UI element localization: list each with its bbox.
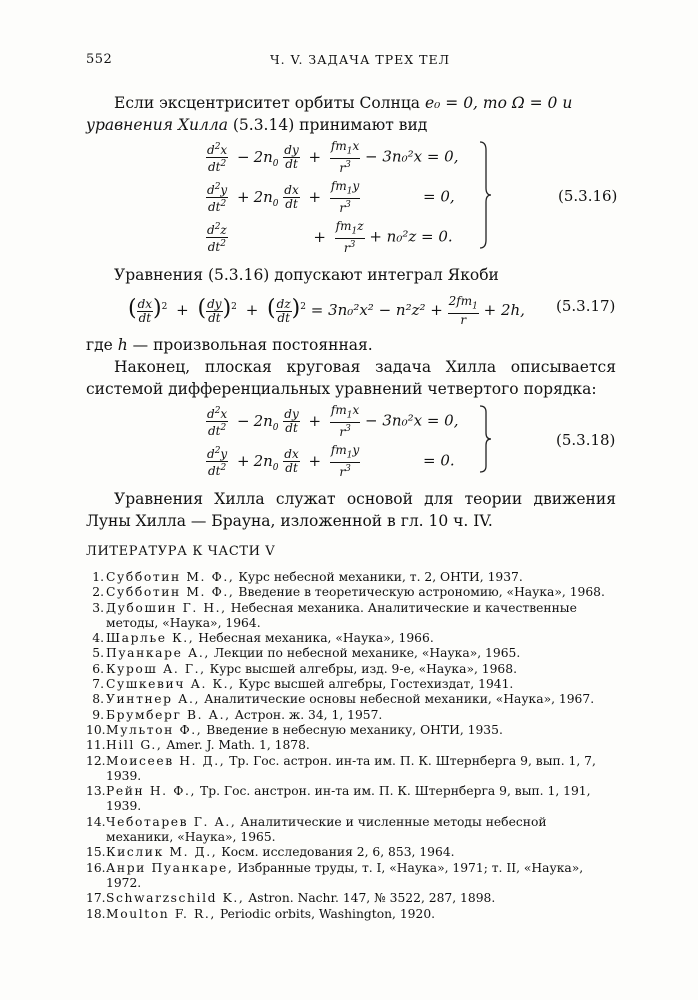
reference-title: Amer. J. Math. 1, 1878. xyxy=(166,738,310,753)
reference-number: 9. xyxy=(92,707,104,722)
reference-title: Астрон. ж. 34, 1, 1957. xyxy=(234,707,383,722)
reference-author: Моисеев Н. Д., xyxy=(106,753,226,768)
reference-item xyxy=(86,585,616,600)
reference-number: 8. xyxy=(92,692,104,707)
reference-title: Astron. Nachr. 147, № 3522, 287, 1898. xyxy=(248,891,496,906)
reference-item xyxy=(86,907,616,922)
reference-author: Кислик М. Д., xyxy=(106,845,218,860)
equation-row: ( $\frac{dx}{dt}$ )$^2$ + ( $\frac{dy}{dt}$ )$^2$ + ( $\frac{dz}{dt}$ )$^2$ = 3n₀²x² − n²z² + $\frac{2fm_1}{r}$ + 2h, xyxy=(128,293,525,328)
reference-item xyxy=(86,601,616,632)
reference-title: Аналитические и численные методы небесной механики, «Наука», 1965. xyxy=(106,814,547,845)
reference-item xyxy=(86,723,616,738)
reference-number: 4. xyxy=(92,631,104,646)
reference-author: Субботин М. Ф., xyxy=(106,570,235,584)
reference-author: Анри Пуанкаре, xyxy=(106,860,234,875)
equation-row: $\frac{d^2y}{dt^2}$ + $2n_0$ $\frac{dx}{dt}$ + $\frac{fm_1y}{r^3}$ = 0, xyxy=(207,179,455,216)
reference-item xyxy=(86,570,616,585)
reference-author: Чеботарев Г. А., xyxy=(106,814,237,829)
equation-number: (5.3.16) xyxy=(558,187,618,205)
reference-author: Пуанкаре А., xyxy=(106,646,210,661)
equation-number: (5.3.17) xyxy=(556,297,616,315)
reference-number: 1. xyxy=(92,570,104,584)
reference-item xyxy=(86,861,616,892)
right-brace-icon xyxy=(478,404,492,474)
reference-author: Сушкевич А. К., xyxy=(106,677,235,692)
paragraph-hill-intro: Если эксцентриситет орбиты Солнца e₀ = 0, то Ω = 0 и уравнения Хилла (5.3.14) принимают вид xyxy=(86,94,573,134)
reference-author: Субботин М. Ф., xyxy=(106,585,235,600)
reference-item xyxy=(86,738,616,753)
reference-title: Тр. Гос. астрон. ин-та им. П. К. Штернберга 9, вып. 1, 7, 1939. xyxy=(106,753,596,783)
reference-list xyxy=(86,570,616,922)
reference-item xyxy=(86,677,616,692)
reference-author: Moulton F. R., xyxy=(106,906,216,921)
reference-title: Косм. исследования 2, 6, 853, 1964. xyxy=(221,845,455,860)
reference-number: 13. xyxy=(86,784,106,799)
reference-author: Уинтнер А., xyxy=(106,692,201,707)
reference-number: 14. xyxy=(86,814,106,829)
reference-title: Небесная механика. Аналитические и качественные методы, «Наука», 1964. xyxy=(106,600,577,630)
reference-item xyxy=(86,662,616,677)
reference-item xyxy=(86,891,616,906)
reference-author: Рейн Н. Ф., xyxy=(106,784,197,799)
reference-number: 11. xyxy=(86,738,106,753)
reference-number: 16. xyxy=(86,860,106,875)
reference-title: Курс небесной механики, т. 2, ОНТИ, 1937. xyxy=(238,570,523,584)
reference-item xyxy=(86,631,616,646)
reference-title: Лекции по небесной механике, «Наука», 1965. xyxy=(213,646,521,661)
equation-row: $\frac{d^2x}{dt^2}$ − $2n_0$ $\frac{dy}{dt}$ + $\frac{fm_1x}{r^3}$ − 3n₀²x = 0, xyxy=(207,403,459,440)
reference-number: 10. xyxy=(86,722,106,737)
right-brace-icon xyxy=(478,140,492,250)
equation-row: $\frac{d^2y}{dt^2}$ + $2n_0$ $\frac{dx}{dt}$ + $\frac{fm_1y}{r^3}$ = 0. xyxy=(207,443,455,480)
reference-title: Введение в небесную механику, ОНТИ, 1935. xyxy=(206,722,503,737)
reference-item xyxy=(86,815,616,846)
reference-author: Мультон Ф., xyxy=(106,722,203,737)
reference-item xyxy=(86,784,616,815)
equation-number: (5.3.18) xyxy=(556,431,616,449)
reference-number: 2. xyxy=(92,585,104,600)
paragraph-planar: Наконец, плоская круговая задача Хилла описывается системой дифференциальных уравнений четвертого порядка: xyxy=(86,358,616,398)
reference-item xyxy=(86,646,616,661)
reference-number: 17. xyxy=(86,891,106,906)
reference-title: Курс высшей алгебры, изд. 9-е, «Наука», 1968. xyxy=(209,661,517,676)
reference-item xyxy=(86,708,616,723)
reference-author: Hill G., xyxy=(106,738,163,753)
reference-title: Тр. Гос. анстрон. ин-та им. П. К. Штернберга 9, вып. 1, 191, 1939. xyxy=(106,784,591,814)
reference-number: 18. xyxy=(86,906,106,921)
running-title: Ч. V. ЗАДАЧА ТРЕХ ТЕЛ xyxy=(270,52,451,67)
reference-item xyxy=(86,845,616,860)
reference-number: 3. xyxy=(92,600,104,615)
reference-title: Введение в теоретическую астрономию, «Наука», 1968. xyxy=(238,585,605,600)
reference-number: 6. xyxy=(92,661,104,676)
equation-row: $\frac{d^2z}{dt^2}$ + $\frac{fm_1z}{r^3}$ + n₀²z = 0. xyxy=(207,219,453,256)
reference-title: Аналитические основы небесной механики, «Наука», 1967. xyxy=(204,692,595,707)
literature-heading: ЛИТЕРАТУРА К ЧАСТИ V xyxy=(86,544,276,559)
reference-title: Курс высшей алгебры, Гостехиздат, 1941. xyxy=(238,677,514,692)
reference-number: 7. xyxy=(92,677,104,692)
reference-author: Брумберг В. А., xyxy=(106,707,231,722)
reference-title: Избранные труды, т. I, «Наука», 1971; т. II, «Наука», 1972. xyxy=(106,860,584,890)
reference-author: Дубошин Г. Н., xyxy=(106,600,227,615)
reference-number: 12. xyxy=(86,753,106,768)
reference-title: Periodic orbits, Washington, 1920. xyxy=(219,906,436,921)
paragraph-constant: где h — произвольная постоянная. xyxy=(86,336,373,354)
reference-author: Шарлье К., xyxy=(106,631,195,646)
reference-title: Небесная механика, «Наука», 1966. xyxy=(198,631,434,646)
reference-item xyxy=(86,754,616,785)
page-number: 552 xyxy=(86,52,113,67)
paragraph-jacobi: Уравнения (5.3.16) допускают интеграл Якоби xyxy=(114,266,499,284)
reference-item xyxy=(86,692,616,707)
reference-author: Курош А. Г., xyxy=(106,661,206,676)
reference-author: Schwarzschild K., xyxy=(106,891,245,906)
reference-number: 15. xyxy=(86,845,106,860)
reference-number: 5. xyxy=(92,646,104,661)
paragraph-hill-brown: Уравнения Хилла служат основой для теории движения Луны Хилла — Брауна, изложенной в гл. 10 ч. IV. xyxy=(86,490,616,530)
equation-row: $\frac{d^2x}{dt^2}$ − $2n_0$ $\frac{dy}{dt}$ + $\frac{fm_1x}{r^3}$ − 3n₀²x = 0, xyxy=(207,139,459,176)
